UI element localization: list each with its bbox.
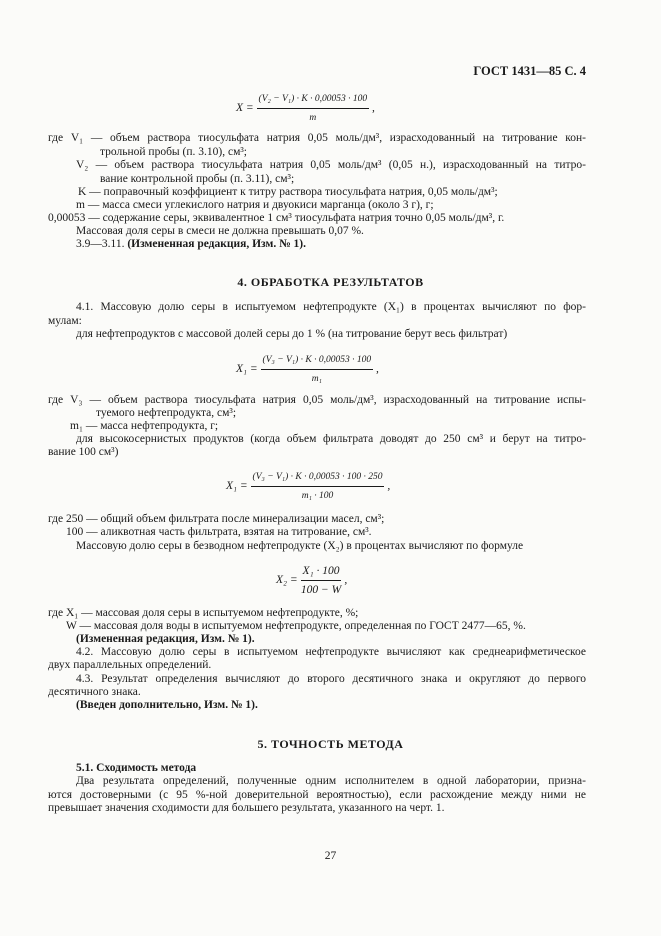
formula-2-lhs: X₁ = (236, 363, 258, 376)
def-100: 100 — аликвотная часть фильтрата, взятая на титрование, см³. (66, 526, 372, 538)
para-5-1-line3: превышает значения сходимости для большего результата, указанного на черт. 1. (48, 802, 445, 814)
formula-3-denominator: m₁ · 100 (301, 491, 334, 501)
formula-3-numerator: (V₃ − V₁) · K · 0,00053 · 100 · 250 (251, 470, 385, 487)
formula-1-tail: , (371, 102, 375, 115)
para-5-1-title: 5.1. Сходимость метода (76, 762, 197, 774)
addition-note-4: (Введен дополнительно, Изм. № 1). (76, 699, 258, 711)
def-v2-line2: вание контрольной пробы (п. 3.11), см³; (100, 173, 295, 185)
dry-basis-intro: Массовую долю серы в безводном нефтепродукте (X₂) в процентах вычисляют по формуле (76, 540, 524, 552)
formula-1-denominator: m (309, 113, 317, 123)
high-sulfur-line2: вание 100 см³) (48, 446, 119, 458)
def-250: где 250 — общий объем фильтрата после минерализации масел, см³; (48, 513, 385, 525)
formula-1 (236, 92, 375, 125)
def-m: m — масса смеси углекислого натрия и двуокиси марганца (около 3 г), г; (76, 199, 434, 211)
formula-3-tail: , (387, 480, 391, 493)
formula-4-denominator: 100 − W (300, 584, 342, 596)
formula-4-numerator: X₁ · 100 (301, 564, 342, 581)
document-header: ГОСТ 1431—85 С. 4 (473, 64, 586, 78)
formula-2 (236, 353, 379, 386)
para-4-2-line2: двух параллельных определений. (48, 659, 212, 671)
formula-2-numerator: (V₃ − V₁) · K · 0,00053 · 100 (261, 353, 374, 370)
para-4-1-line1: 4.1. Массовую долю серы в испытуемом нефтепродукте (X₁) в процентах вычисляют по фор- (76, 301, 586, 313)
section-4-title: 4. ОБРАБОТКА РЕЗУЛЬТАТОВ (237, 275, 424, 289)
def-v2-line1: V₂ — объем раствора тиосульфата натрия 0,05 моль/дм³ (0,05 н.), израсходованный на титро- (76, 159, 586, 171)
def-v1-line2: трольной пробы (п. 3.10), см³; (100, 146, 248, 158)
formula-2-denominator: m₁ (311, 374, 322, 384)
def-m1: m₁ — масса нефтепродукта, г; (70, 420, 219, 432)
para-4-3-line1: 4.3. Результат определения вычисляют до второго десятичного знака и округляют до первого (76, 673, 586, 685)
def-v3-line2: туемого нефтепродукта, см³; (96, 407, 237, 419)
para-4-3-line2: десятичного знака. (48, 686, 141, 698)
para-4-2-line1: 4.2. Массовую долю серы в испытуемом нефтепродукте вычисляют как среднеарифметическое (76, 646, 586, 658)
def-w: W — массовая доля воды в испытуемом нефтепродукте, определенная по ГОСТ 2477—65, %. (66, 620, 526, 632)
formula-4-lhs: X₂ = (276, 574, 298, 587)
formula-4-tail: , (344, 574, 348, 587)
para-5-1-line2: ются достоверными (с 95 %-ной доверительной вероятностью), если расхождение между ними не (48, 789, 586, 801)
def-x1: где X₁ — массовая доля серы в испытуемом нефтепродукте, %; (48, 607, 359, 619)
page-number: 27 (324, 850, 337, 862)
section-5-title: 5. ТОЧНОСТЬ МЕТОДА (257, 737, 404, 751)
formula-3 (226, 470, 390, 503)
revision-note-4-1: (Измененная редакция, Изм. № 1). (76, 633, 255, 645)
def-v1-line1: где V₁ — объем раствора тиосульфата натрия 0,05 моль/дм³, израсходованный на титрование кон- (48, 132, 586, 144)
def-k: K — поправочный коэффициент к титру раствора тиосульфата натрия, 0,05 моль/дм³; (78, 186, 498, 198)
high-sulfur-line1: для высокосернистых продуктов (когда объем фильтрата доводят до 250 см³ и берут на титро- (76, 433, 586, 445)
formula-1-numerator: (V₂ − V₁) · K · 0,00053 · 100 (257, 92, 370, 109)
para-5-1-line1: Два результата определений, полученные одним исполнителем в одной лаборатории, призна- (76, 775, 586, 787)
formula-4 (276, 564, 347, 597)
formula-2-tail: , (375, 363, 379, 376)
def-00053: 0,00053 — содержание серы, эквивалентное 1 см³ тиосульфата натрия точно 0,05 моль/дм³, г. (48, 212, 505, 224)
mix-sulfur-limit: Массовая доля серы в смеси не должна превышать 0,07 %. (76, 225, 364, 237)
formula-1-lhs: X = (236, 102, 254, 115)
formula-3-lhs: X₁ = (226, 480, 248, 493)
para-4-1-line2: мулам: (48, 315, 82, 327)
para-4-1-line3: для нефтепродуктов с массовой долей серы до 1 % (на титрование берут весь фильтрат) (76, 328, 508, 340)
def-v3-line1: где V₃ — объем раствора тиосульфата натрия 0,05 моль/дм³, израсходованный на титрование испы- (48, 394, 586, 406)
revision-note-3-9: 3.9—3.11. (Измененная редакция, Изм. № 1). (76, 238, 306, 250)
